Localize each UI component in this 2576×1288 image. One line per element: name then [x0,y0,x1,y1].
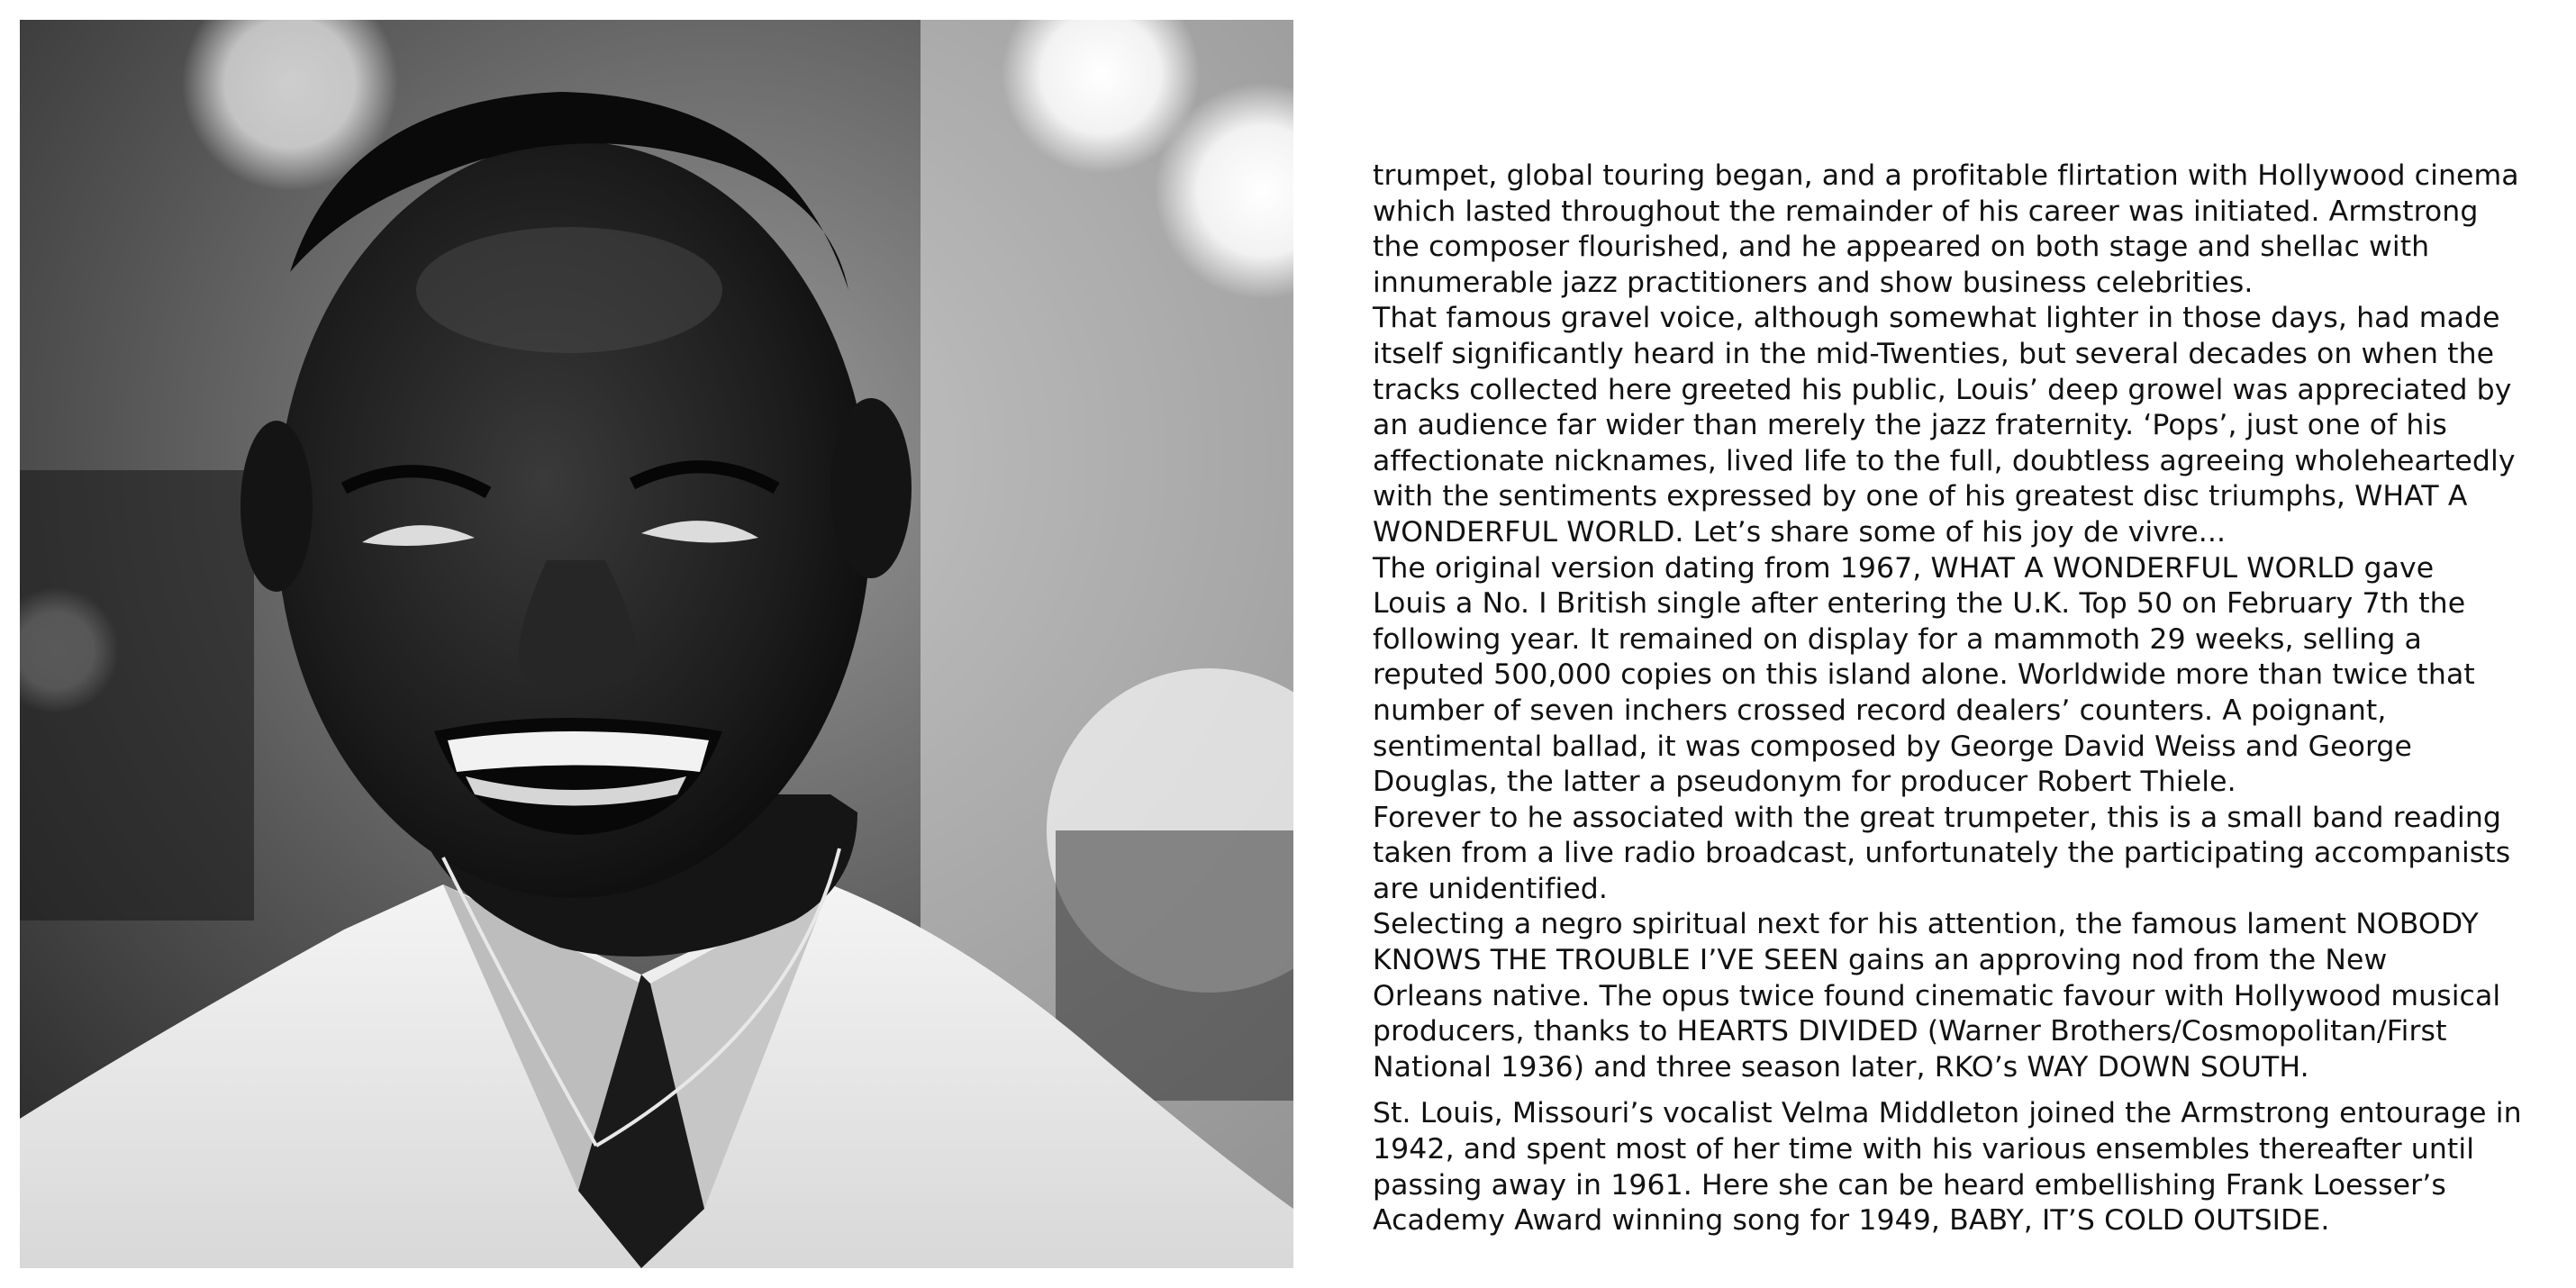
paragraph-wonderful-world: The original version dating from 1967, WHAT A WONDERFUL WORLD gave Louis a No. I British single after entering the U.K. Top 50 on February 7th the following year. It remained on display for a mammoth 29 weeks, selling a reputed 500,000 copies on this island alone. Worldwide more than twice that number of seven inchers crossed record dealers’ counters. A poignant, sentimental ballad, it was composed by George David Weiss and George Douglas, the latter a pseudonym for producer Robert Thiele. [1373,551,2475,799]
paragraph-velma-middleton: St. Louis, Missouri’s vocalist Velma Middleton joined the Armstrong entourage in 1942, and spent most of her time with his various ensembles thereafter until passing away in 1961. Here she can be heard embellishing Frank Loesser’s Academy Award winning song for 1949, BABY, IT’S COLD OUTSIDE. [1373,1097,2522,1238]
paragraph-career: trumpet, global touring began, and a profitable flirtation with Hollywood cinema which lasted throughout the remainder of his career was initiated. Armstrong the composer flourished, and he appeared on both stage and shellac with innumerable jazz practitioners and show business celebrities. [1373,159,2519,299]
liner-notes-text [1373,159,2535,1239]
portrait-photo [20,20,1293,1268]
portrait-illustration [20,20,1293,1268]
paragraph-negro-spiritual: Selecting a negro spiritual next for his attention, the famous lament NOBODY KNOWS THE TROUBLE I’VE SEEN gains an approving nod from the New Orleans native. The opus twice found cinematic favour with Hollywood musical producers, thanks to HEARTS DIVIDED (Warner Brothers/Cosmopolitan/First National 1936) and three season later, RKO’s WAY DOWN SOUTH. [1373,908,2501,1084]
paragraph-radio-broadcast: Forever to he associated with the great trumpeter, this is a small band reading taken from a live radio broadcast, unfortunately the participating accompanists are unidentified. [1373,801,2511,905]
paragraph-gravel-voice: That famous gravel voice, although somewhat lighter in those days, had made itself significantly heard in the mid-Twenties, but several decades on when the tracks collected here greeted his public, Louis’ deep growel was appreciated by an audience far wider than merely the jazz fraternity. ‘Pops’, just one of his affectionate nicknames, lived life to the full, doubtless agreeing wholeheartedly with the sentiments expressed by one of his greatest disc triumphs, WHAT A WONDERFUL WORLD. Let’s share some of his joy de vivre... [1373,302,2516,549]
